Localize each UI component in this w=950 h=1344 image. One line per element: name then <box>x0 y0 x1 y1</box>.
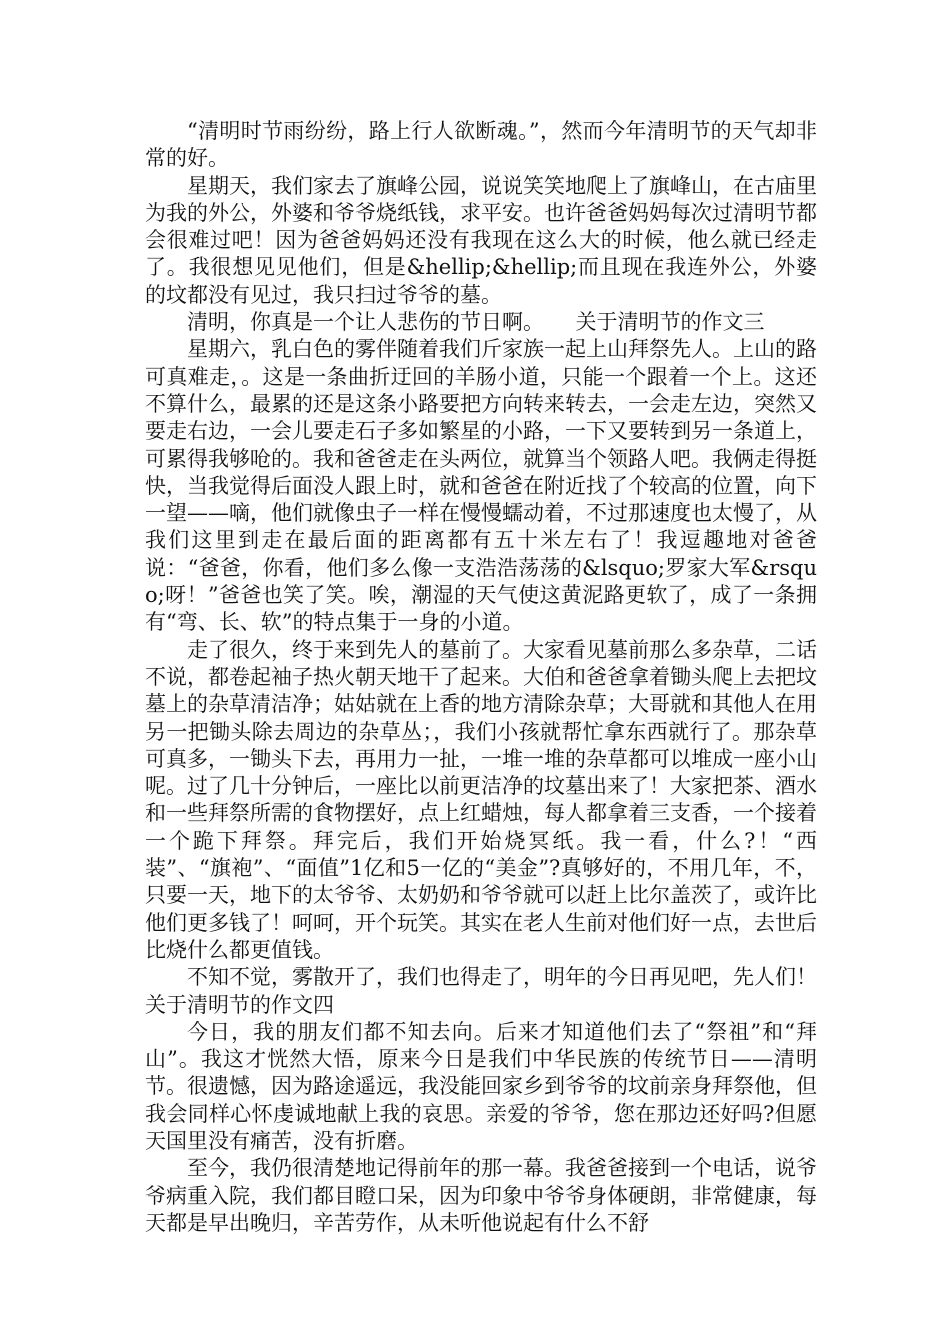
paragraph: 星期六，乳白色的雾伴随着我们斤家族一起上山拜祭先人。上山的路可真难走，。这是一条曲折迂回的羊肠小道，只能一个跟着一个上。这还不算什么，最累的还是这条小路要把方向转来转去，一会走左边，突然又要走右边，一会儿要走石子多如繁星的小路，一下又要转到另一条道上，可累得我够呛的。我和爸爸走在头两位，就算当个领路人吧。我俩走得挺快，当我觉得后面没人跟上时，就和爸爸在附近找了个较高的位置，向下一望——嘀，他们就像虫子一样在慢慢蠕动着，不过那速度也太慢了，从我们这里到走在最后面的距离都有五十米左右了！我逗趣地对爸爸说：“爸爸，你看，他们多么像一支浩浩荡荡的&lsquo;罗家大军&rsquo;呀！”爸爸也笑了笑。唉，潮湿的天气使这黄泥路更软了，成了一条拥有“弯、长、软”的特点集于一身的小道。 <box>145 337 817 635</box>
paragraph: 星期天，我们家去了旗峰公园，说说笑笑地爬上了旗峰山，在古庙里为我的外公，外婆和爷爷烧纸钱，求平安。也许爸爸妈妈每次过清明节都会很难过吧！因为爸爸妈妈还没有我现在这么大的时候，他么就已经走了。我很想见见他们，但是&hellip;&hellip;而且现在我连外公，外婆的坟都没有见过，我只扫过爷爷的墓。 <box>145 173 817 307</box>
paragraph: 不知不觉，雾散开了，我们也得走了，明年的今日再见吧，先人们！ 关于清明节的作文四 <box>145 965 859 1017</box>
paragraph: 走了很久，终于来到先人的墓前了。大家看见墓前那么多杂草，二话不说，都卷起袖子热火朝天地干了起来。大伯和爸爸拿着锄头爬上去把坟墓上的杂草清洁净；姑姑就在上香的地方清除杂草；大哥就和其他人在用另一把锄头除去周边的杂草丛；，我们小孩就帮忙拿东西就行了。那杂草可真多，一锄头下去，再用力一扯，一堆一堆的杂草都可以堆成一座小山呢。过了几十分钟后，一座比以前更洁净的坟墓出来了！大家把茶、酒水和一些拜祭所需的食物摆好，点上红蜡烛，每人都拿着三支香，一个接着一个跪下拜祭。拜完后，我们开始烧冥纸。我一看，什么?！“西装”、“旗袍”、“面值”1亿和5一亿的“美金”?真够好的，不用几年，不，只要一天，地下的太爷爷、太奶奶和爷爷就可以赶上比尔盖茨了，或许比他们更多钱了！呵呵，开个玩笑。其实在老人生前对他们好一点，去世后比烧什么都更值钱。 <box>145 637 817 962</box>
document-body <box>145 118 859 1237</box>
paragraph: “清明时节雨纷纷，路上行人欲断魂。”，然而今年清明节的天气却非常的好。 <box>145 119 817 171</box>
paragraph: 今日，我的朋友们都不知去向。后来才知道他们去了“祭祖”和“拜山”。我这才恍然大悟，原来今日是我们中华民族的传统节日——清明节。很遗憾，因为路途遥远，我没能回家乡到爷爷的坟前亲身拜祭他，但我会同样心怀虔诚地献上我的哀思。亲爱的爷爷，您在那边还好吗?但愿天国里没有痛苦，没有折磨。 <box>145 1019 817 1153</box>
paragraph: 清明，你真是一个让人悲伤的节日啊。 关于清明节的作文三 <box>187 310 765 335</box>
paragraph: 至今，我仍很清楚地记得前年的那一幕。我爸爸接到一个电话，说爷爷病重入院，我们都目瞪口呆，因为印象中爷爷身体硬朗，非常健康，每天都是早出晚归，辛苦劳作，从未听他说起有什么不舒 <box>145 1156 817 1235</box>
